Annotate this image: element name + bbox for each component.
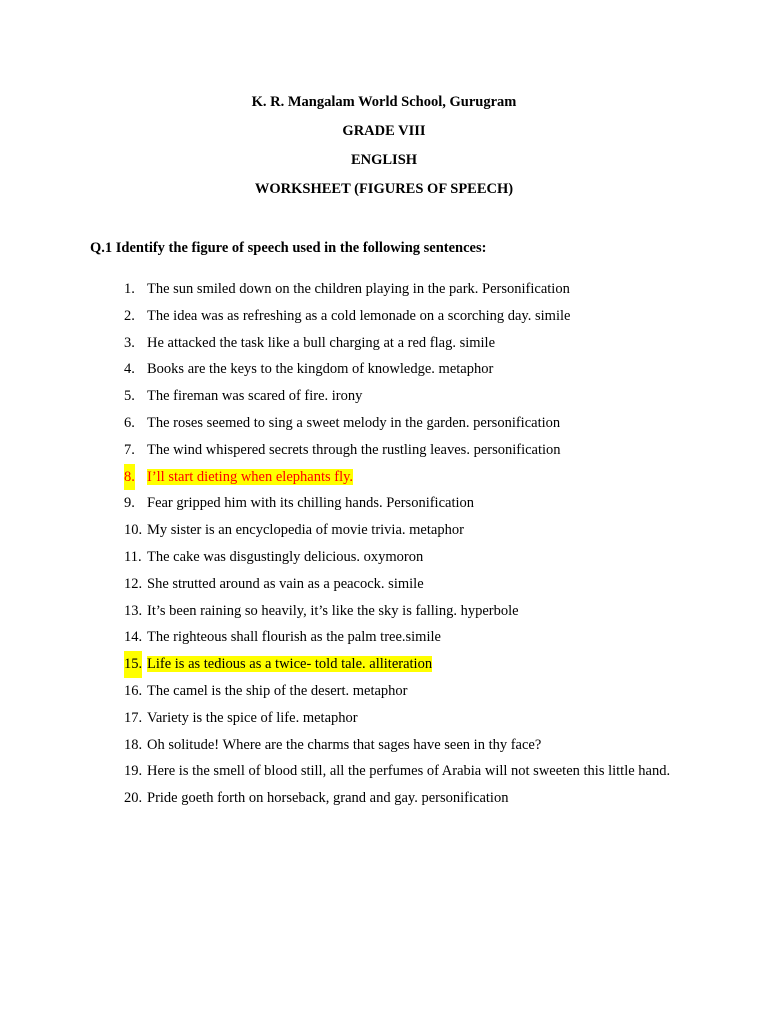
item-text: Here is the smell of blood still, all the perfumes of Arabia will not sweeten this little hand. [147,763,671,780]
item-text: The roses seemed to sing a sweet melody in the garden. personification [147,414,561,431]
item-text: The cake was disgustingly delicious. oxymoron [147,548,424,565]
item-text: The idea was as refreshing as a cold lemonade on a scorching day. simile [147,307,571,324]
item-text: He attacked the task like a bull charging at a red flag. simile [147,334,496,351]
list-item [124,758,684,785]
item-text: She strutted around as vain as a peacock. simile [147,575,424,592]
list-item [124,705,684,732]
list-item [124,330,684,357]
item-text: The sun smiled down on the children playing in the park. Personification [147,281,570,297]
school-name: K. R. Mangalam World School, Gurugram [251,94,517,110]
worksheet-title: WORKSHEET (FIGURES OF SPEECH) [254,181,514,197]
list-item [124,490,684,517]
item-number: 1. [124,281,135,297]
list-item [124,303,684,330]
item-number: 4. [124,361,135,378]
item-number: 16. [124,682,143,699]
item-number: 6. [124,414,135,431]
item-text: The righteous shall flourish as the palm tree.simile [147,629,441,646]
item-number: 13. [124,602,143,619]
list-item [124,785,684,812]
item-text: Fear gripped him with its chilling hands. Personification [147,495,475,512]
item-number: 19. [124,763,143,780]
list-item [124,651,684,678]
question-heading: Q.1 Identify the figure of speech used in the following sentences: [90,240,487,256]
item-number: 10. [124,522,143,539]
list-item [124,624,684,651]
item-number: 8. [124,464,135,491]
item-number: 3. [124,334,135,351]
item-number: 12. [124,575,143,592]
item-text: Oh solitude! Where are the charms that sages have seen in thy face? [147,736,542,753]
item-text: Life is as tedious as a twice- told tale. alliteration [147,656,433,673]
list-item [124,356,684,383]
item-text: The fireman was scared of fire. irony [147,388,363,405]
item-text: Books are the keys to the kingdom of knowledge. metaphor [147,361,494,378]
item-text: It’s been raining so heavily, it’s like the sky is falling. hyperbole [147,602,519,619]
item-number: 18. [124,736,143,753]
item-text: The wind whispered secrets through the rustling leaves. personification [147,441,561,458]
list-item [124,464,684,491]
list-item [124,732,684,759]
item-number: 17. [124,709,143,726]
item-number: 15. [124,651,142,678]
sentence-list [124,276,684,812]
item-number: 9. [124,495,135,512]
grade-heading: GRADE VIII [342,123,426,139]
list-item [124,276,684,303]
list-item [124,383,684,410]
item-number: 14. [124,629,143,646]
list-item [124,544,684,571]
item-text: The camel is the ship of the desert. metaphor [147,682,408,699]
list-item [124,437,684,464]
item-text: My sister is an encyclopedia of movie trivia. metaphor [147,522,464,539]
list-item [124,598,684,625]
list-item [124,571,684,598]
subject-heading: ENGLISH [350,152,418,168]
item-number: 20. [124,790,143,807]
item-text: I’ll start dieting when elephants fly. [147,468,354,485]
list-item [124,517,684,544]
list-item [124,678,684,705]
list-item [124,410,684,437]
item-text: Pride goeth forth on horseback, grand and gay. personification [147,790,509,807]
item-number: 11. [124,548,142,565]
item-text: Variety is the spice of life. metaphor [147,709,358,726]
item-number: 2. [124,307,135,324]
item-number: 5. [124,388,135,405]
item-number: 7. [124,441,135,458]
